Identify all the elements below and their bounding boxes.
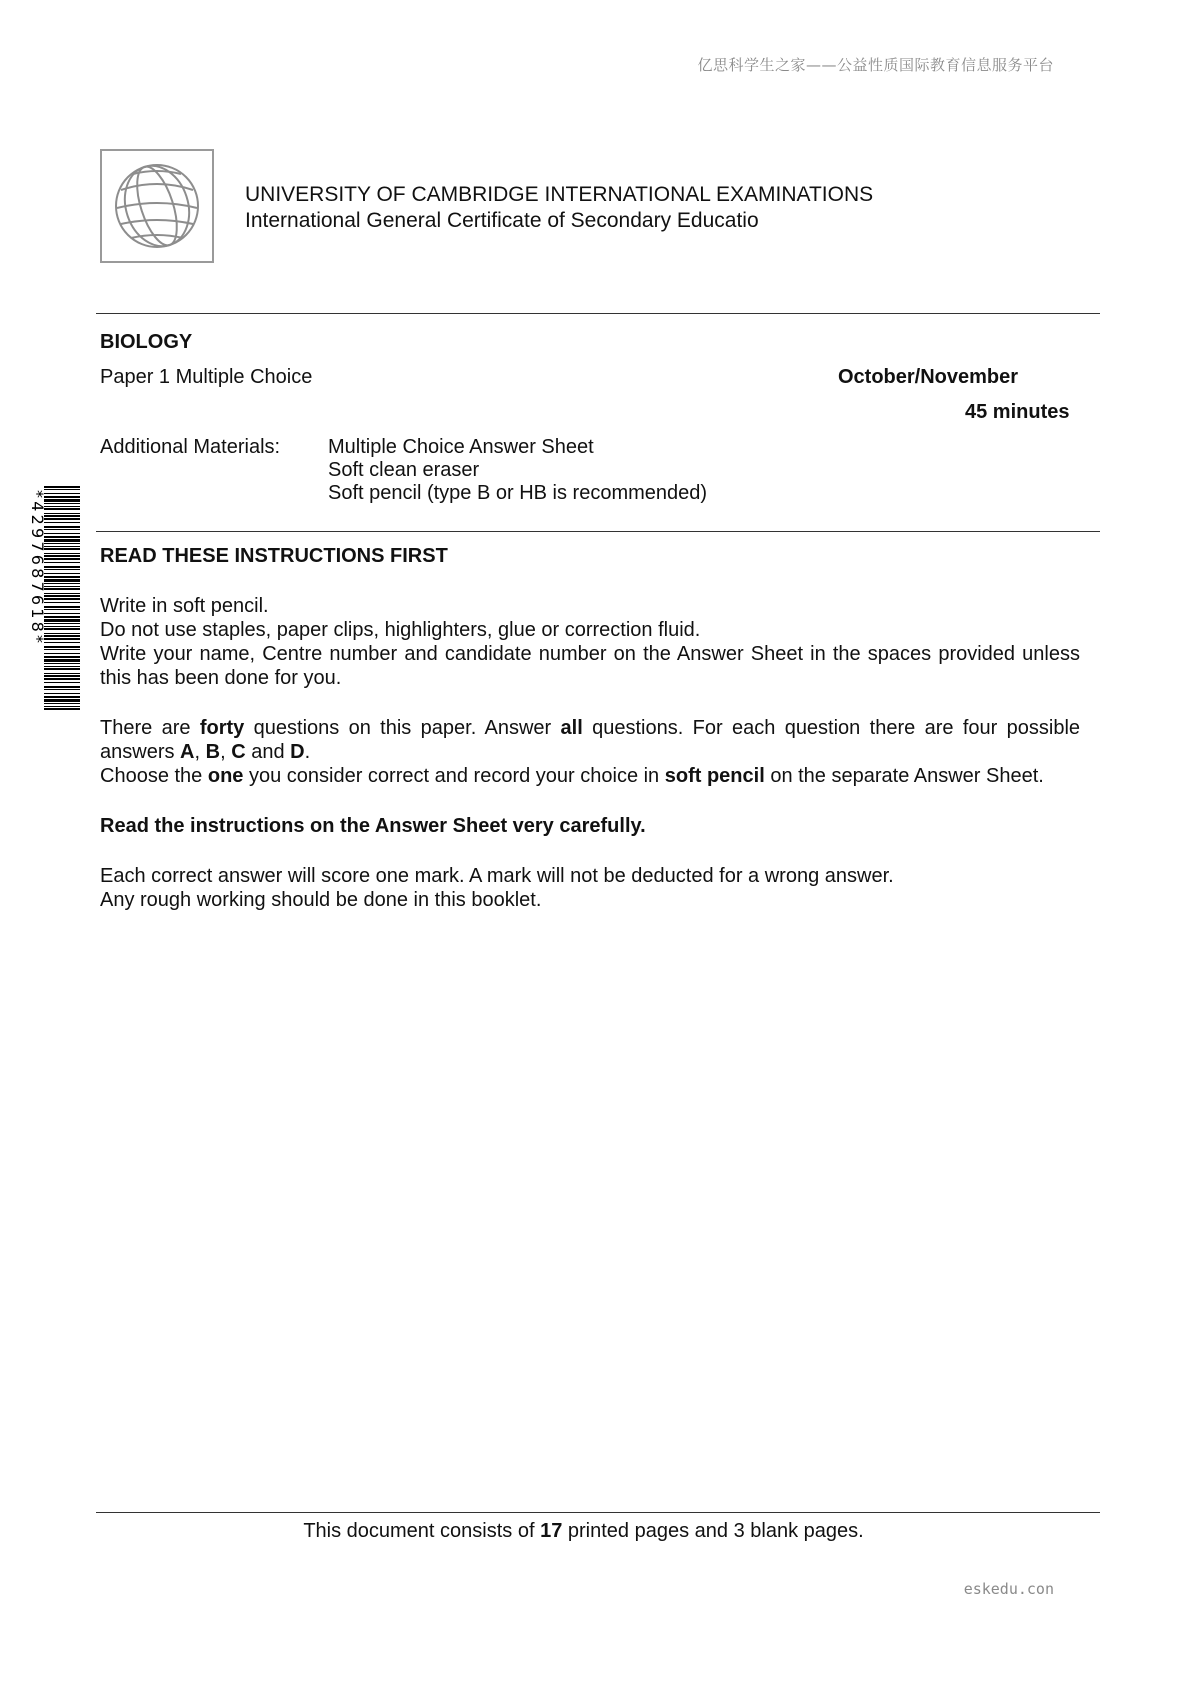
instructions bbox=[100, 544, 1080, 912]
additional-materials-label: Additional Materials: bbox=[100, 436, 281, 458]
globe-logo bbox=[100, 149, 214, 263]
material-item: Soft clean eraser bbox=[328, 459, 480, 481]
additional-materials-list bbox=[328, 436, 707, 505]
footer-page-count: This document consists of 17 printed pages and 3 blank pages. bbox=[303, 1520, 864, 1542]
divider-bottom bbox=[96, 1512, 1100, 1513]
instruction-rough-work: Any rough working should be done in this booklet. bbox=[100, 889, 542, 911]
instruction-line: Write your name, Centre number and candidate number on the Answer Sheet in the spaces provided unless this has been done for you. bbox=[100, 643, 1080, 689]
watermark-bottom: eskedu.con bbox=[963, 1580, 1054, 1598]
divider-middle bbox=[96, 531, 1100, 532]
instruction-line: Write in soft pencil. bbox=[100, 595, 269, 617]
instruction-read-carefully: Read the instructions on the Answer Sheet very carefully. bbox=[100, 815, 646, 837]
instructions-heading: READ THESE INSTRUCTIONS FIRST bbox=[100, 545, 448, 567]
qualification-name: International General Certificate of Secondary Educatio bbox=[245, 209, 759, 232]
exam-session: October/November bbox=[838, 366, 1019, 388]
instruction-scoring: Each correct answer will score one mark. A mark will not be deducted for a wrong answer. bbox=[100, 865, 894, 887]
globe-icon bbox=[113, 162, 201, 250]
material-item: Multiple Choice Answer Sheet bbox=[328, 436, 594, 458]
instruction-questions: There are forty questions on this paper. Answer all questions. For each question there are four possible answers A, B, C and D. bbox=[100, 717, 1081, 763]
barcode bbox=[22, 486, 82, 717]
header-block bbox=[245, 182, 873, 234]
watermark-top: 亿思科学生之家——公益性质国际教育信息服务平台 bbox=[697, 56, 1054, 74]
institution-name: UNIVERSITY OF CAMBRIDGE INTERNATIONAL EXAMINATIONS bbox=[245, 183, 874, 206]
material-item: Soft pencil (type B or HB is recommended) bbox=[328, 482, 708, 504]
instruction-line: Do not use staples, paper clips, highlighters, glue or correction fluid. bbox=[100, 619, 701, 641]
subject-title: BIOLOGY bbox=[100, 331, 193, 353]
divider-top bbox=[96, 313, 1100, 314]
paper-title: Paper 1 Multiple Choice bbox=[100, 366, 313, 388]
exam-duration: 45 minutes bbox=[965, 401, 1070, 423]
instruction-choose: Choose the one you consider correct and record your choice in soft pencil on the separate Answer Sheet. bbox=[100, 765, 1044, 787]
barcode-text: *4297687618* bbox=[28, 490, 47, 647]
